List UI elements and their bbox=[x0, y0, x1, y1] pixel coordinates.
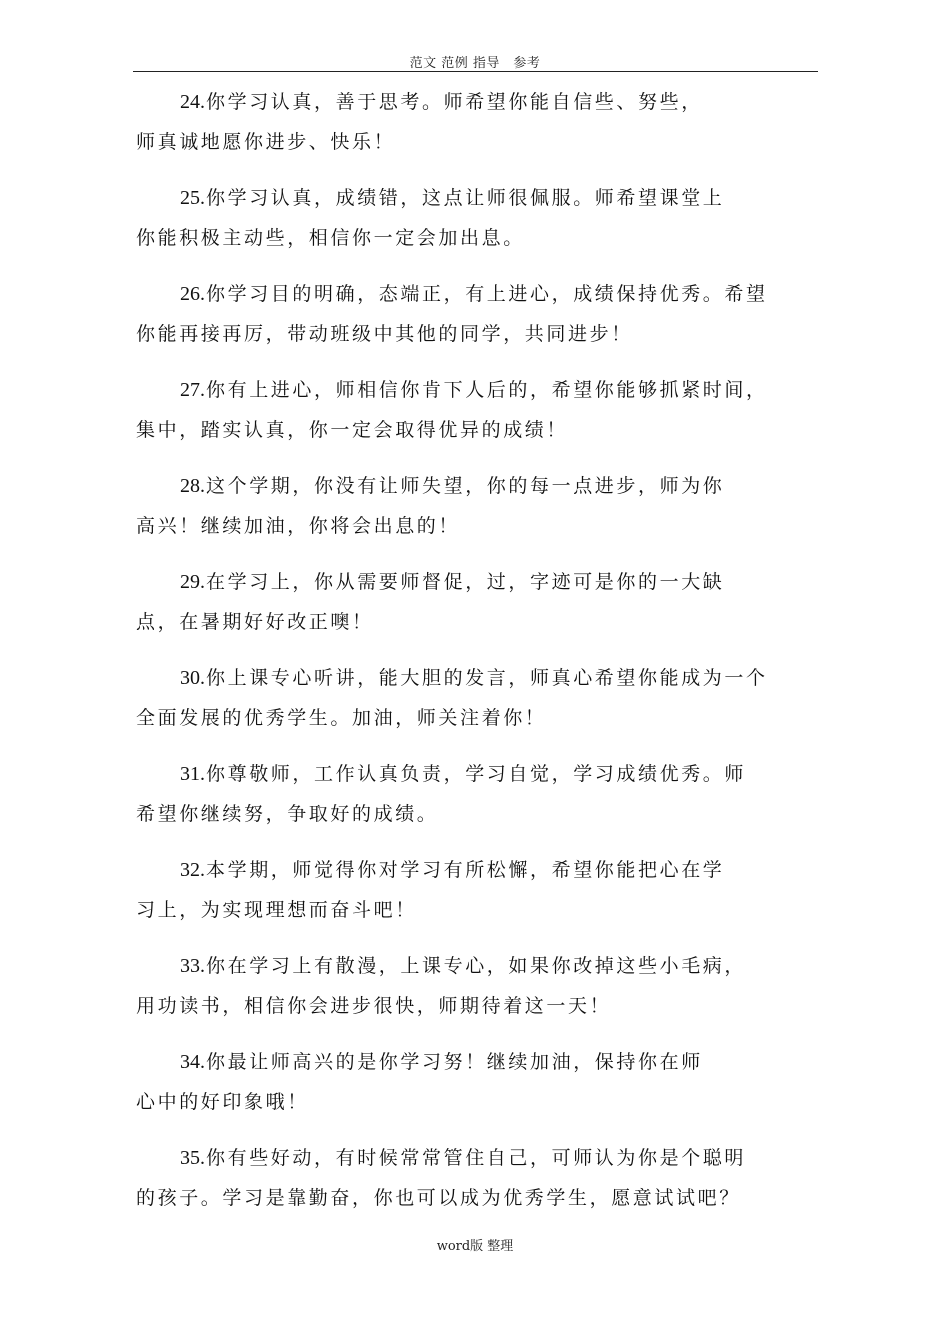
comment-text: 你有上进心，师相信你肯下人后的，希望你能够抓紧时间， bbox=[206, 379, 768, 401]
comment-item bbox=[136, 370, 816, 450]
comment-line-continued: 希望你继续努，争取好的成绩。 bbox=[136, 803, 439, 825]
comment-line-first bbox=[136, 178, 816, 218]
comment-item bbox=[136, 466, 816, 546]
comment-line-first bbox=[136, 1138, 816, 1178]
comment-text: 你学习目的明确，态端正，有上进心，成绩保持优秀。希望 bbox=[206, 283, 768, 305]
comment-number: 30. bbox=[180, 667, 205, 689]
comment-item bbox=[136, 274, 816, 354]
comment-number: 32. bbox=[180, 859, 205, 881]
comment-line-first bbox=[136, 82, 816, 122]
comment-number: 31. bbox=[180, 763, 205, 785]
comment-number: 34. bbox=[180, 1051, 205, 1073]
comment-text: 你在学习上有散漫，上课专心，如果你改掉这些小毛病， bbox=[206, 955, 747, 977]
comment-list bbox=[136, 82, 816, 1234]
comment-item bbox=[136, 850, 816, 930]
comment-number: 29. bbox=[180, 571, 205, 593]
comment-line-first bbox=[136, 1042, 816, 1082]
comment-line-continued: 集中，踏实认真，你一定会取得优异的成绩！ bbox=[136, 419, 569, 441]
comment-line-continued: 的孩子。学习是靠勤奋，你也可以成为优秀学生，愿意试试吧？ bbox=[136, 1187, 741, 1209]
comment-item bbox=[136, 1138, 816, 1218]
comment-line-first bbox=[136, 946, 816, 986]
comment-text: 你有些好动，有时候常常管住自己，可师认为你是个聪明 bbox=[206, 1147, 747, 1169]
comment-line-first bbox=[136, 658, 816, 698]
comment-number: 35. bbox=[180, 1147, 205, 1169]
comment-line-continued: 你能积极主动些，相信你一定会加出息。 bbox=[136, 227, 525, 249]
comment-line-continued: 点，在暑期好好改正噢！ bbox=[136, 611, 374, 633]
comment-item bbox=[136, 754, 816, 834]
comment-text: 在学习上，你从需要师督促，过，字迹可是你的一大缺 bbox=[206, 571, 725, 593]
comment-line-continued: 习上，为实现理想而奋斗吧！ bbox=[136, 899, 417, 921]
comment-item bbox=[136, 946, 816, 1026]
comment-text: 你学习认真，善于思考。师希望你能自信些、努些， bbox=[206, 91, 703, 113]
comment-line-first bbox=[136, 850, 816, 890]
comment-line-continued: 高兴！继续加油，你将会出息的！ bbox=[136, 515, 461, 537]
comment-item bbox=[136, 178, 816, 258]
comment-line-continued: 心中的好印象哦！ bbox=[136, 1091, 309, 1113]
header-divider bbox=[133, 71, 818, 72]
comment-line-continued: 用功读书，相信你会进步很快，师期待着这一天！ bbox=[136, 995, 612, 1017]
comment-line-first bbox=[136, 562, 816, 602]
comment-number: 27. bbox=[180, 379, 205, 401]
comment-line-first bbox=[136, 466, 816, 506]
comment-text: 你学习认真，成绩错，这点让师很佩服。师希望课堂上 bbox=[206, 187, 725, 209]
comment-text: 这个学期，你没有让师失望，你的每一点进步，师为你 bbox=[206, 475, 725, 497]
comment-item bbox=[136, 562, 816, 642]
comment-line-first bbox=[136, 370, 816, 410]
comment-text: 你尊敬师，工作认真负责，学习自觉，学习成绩优秀。师 bbox=[206, 763, 747, 785]
comment-text: 本学期，师觉得你对学习有所松懈，希望你能把心在学 bbox=[206, 859, 725, 881]
comment-number: 26. bbox=[180, 283, 205, 305]
comment-line-first bbox=[136, 274, 816, 314]
comment-number: 33. bbox=[180, 955, 205, 977]
comment-number: 24. bbox=[180, 91, 205, 113]
comment-line-first bbox=[136, 754, 816, 794]
comment-item bbox=[136, 658, 816, 738]
page-footer: word版 整理 bbox=[436, 1239, 514, 1254]
comment-text: 你上课专心听讲，能大胆的发言，师真心希望你能成为一个 bbox=[206, 667, 768, 689]
comment-item bbox=[136, 82, 816, 162]
comment-number: 28. bbox=[180, 475, 205, 497]
comment-text: 你最让师高兴的是你学习努！继续加油，保持你在师 bbox=[206, 1051, 703, 1073]
comment-line-continued: 你能再接再厉，带动班级中其他的同学，共同进步！ bbox=[136, 323, 633, 345]
comment-line-continued: 全面发展的优秀学生。加油，师关注着你！ bbox=[136, 707, 547, 729]
comment-item bbox=[136, 1042, 816, 1122]
comment-number: 25. bbox=[180, 187, 205, 209]
comment-line-continued: 师真诚地愿你进步、快乐！ bbox=[136, 131, 396, 153]
page-header: 范文 范例 指导 参考 bbox=[409, 56, 541, 71]
